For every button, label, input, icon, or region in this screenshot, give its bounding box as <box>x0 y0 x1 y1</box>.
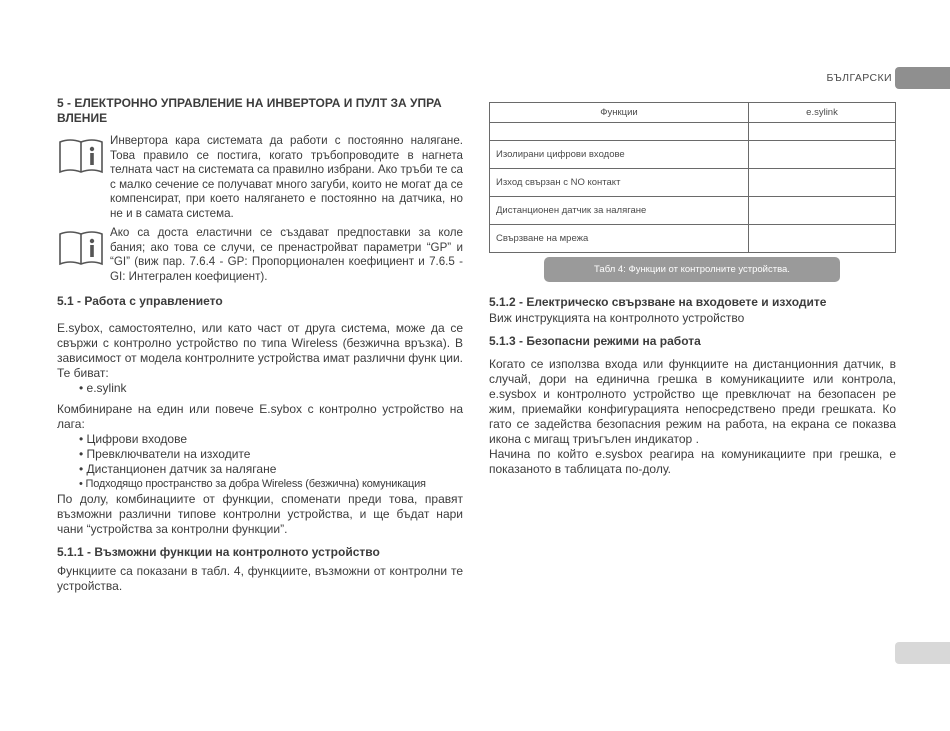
paragraph: Начина по който e.sysbox реагира на комуникациите при грешка, е показаното в таблицата по-долу. <box>489 447 896 476</box>
table-cell <box>749 197 896 225</box>
paragraph: E.sybox, самостоятелно, или като част от друга система, може да се свържи с контролно устройство по типа Wireless (безжична връзка). В зависимост от модела контролните устройства имат различни функ ции. Те биват: <box>57 321 463 380</box>
paragraph: По долу, комбинациите от функции, споменати преди това, правят възможни различни типове контролни устройства, и ще бъдат нари чани “устройства за контролни функции”. <box>57 492 463 536</box>
paragraph: Функциите са показани в табл. 4, функциите, възможни от контролни те устройства. <box>57 564 463 593</box>
list-item: • Дистанционен датчик за налягане <box>79 462 277 476</box>
book-info-icon <box>57 228 105 268</box>
right-column <box>489 96 896 477</box>
language-label: БЪЛГАРСКИ <box>826 72 892 84</box>
table-cell <box>490 123 749 141</box>
list-item: • Превключватели на изходите <box>79 447 251 461</box>
table-row <box>490 197 896 225</box>
note-text: Инвертора кара системата да работи с постоянно налягане. Това правило се постига, когато тръбопроводите в нагнета телната част на системата са правилно избрани. Ако тръби те са с малко сечение се получават много загуби, които не могат да се компенсират, при което налягането е постоянно на датчика, но не и в самата система. <box>110 134 463 220</box>
subsection-title: 5.1.2 - Електрическо свързване на входовете и изходите <box>489 295 827 309</box>
table-row <box>490 169 896 197</box>
section-title: 5 - ЕЛЕКТРОННО УПРАВЛЕНИЕ НА ИНВЕРТОРА И ПУЛТ ЗА УПРА ВЛЕНИЕ <box>57 96 442 125</box>
functions-table <box>489 102 896 253</box>
table-cell: Изход свързан с NO контакт <box>490 169 749 197</box>
info-note-2 <box>57 226 463 284</box>
book-info-icon <box>57 136 105 176</box>
list-item: • e.sylink <box>79 381 127 395</box>
table-cell: Свързване на мрежа <box>490 225 749 253</box>
table-cell: Дистанционен датчик за налягане <box>490 197 749 225</box>
table-cell <box>749 169 896 197</box>
paragraph: Комбиниране на един или повече E.sybox с контролно устройство на лага: <box>57 402 463 431</box>
table-row <box>490 225 896 253</box>
table-row <box>490 123 896 141</box>
subsection-title: 5.1.3 - Безопасни режими на работа <box>489 334 701 348</box>
paragraph: Виж инструкцията на контролното устройство <box>489 311 745 325</box>
page-number-tab <box>895 642 950 664</box>
table-cell <box>749 123 896 141</box>
table-row <box>490 141 896 169</box>
table-cell <box>749 225 896 253</box>
list-item: • Подходящо пространство за добра Wireless (безжична) комуникация <box>79 478 426 490</box>
table-caption: Табл 4: Функции от контролните устройства. <box>544 257 840 282</box>
table-cell: Изолирани цифрови входове <box>490 141 749 169</box>
left-column <box>57 96 463 594</box>
subsection-title: 5.1.1 - Възможни функции на контролното устройство <box>57 545 380 559</box>
subsection-title: 5.1 - Работа с управлението <box>57 294 223 308</box>
note-text: Ако са доста еластични се създават предпоставки за коле бания; ако това се случи, се пренастройват параметри “GP” и “GI” (виж пар. 7.6.4 - GP: Пропорционален коефициент и 7.6.5 - GI: Интегрален коефициент). <box>110 226 463 283</box>
table-header-cell: e.sylink <box>749 103 896 123</box>
table-header-cell: Функции <box>490 103 749 123</box>
language-tab-marker <box>895 67 950 89</box>
table-cell <box>749 141 896 169</box>
info-note-1 <box>57 134 463 221</box>
table-header-row <box>490 103 896 123</box>
paragraph: Когато се използва входа или функциите на дистанционния датчик, в случай, дори на единична грешка в комуникациите или контрола, e.sysbox и контролното устройство ще превключат на безопасен ре жим, приемайки конфигурацията непосредствено преди грешката. Ко гато се задейства безопасния режим на работа, на екрана се показва икона с мигащ триъгълен индикатор . <box>489 357 896 446</box>
list-item: • Цифрови входове <box>79 432 187 446</box>
